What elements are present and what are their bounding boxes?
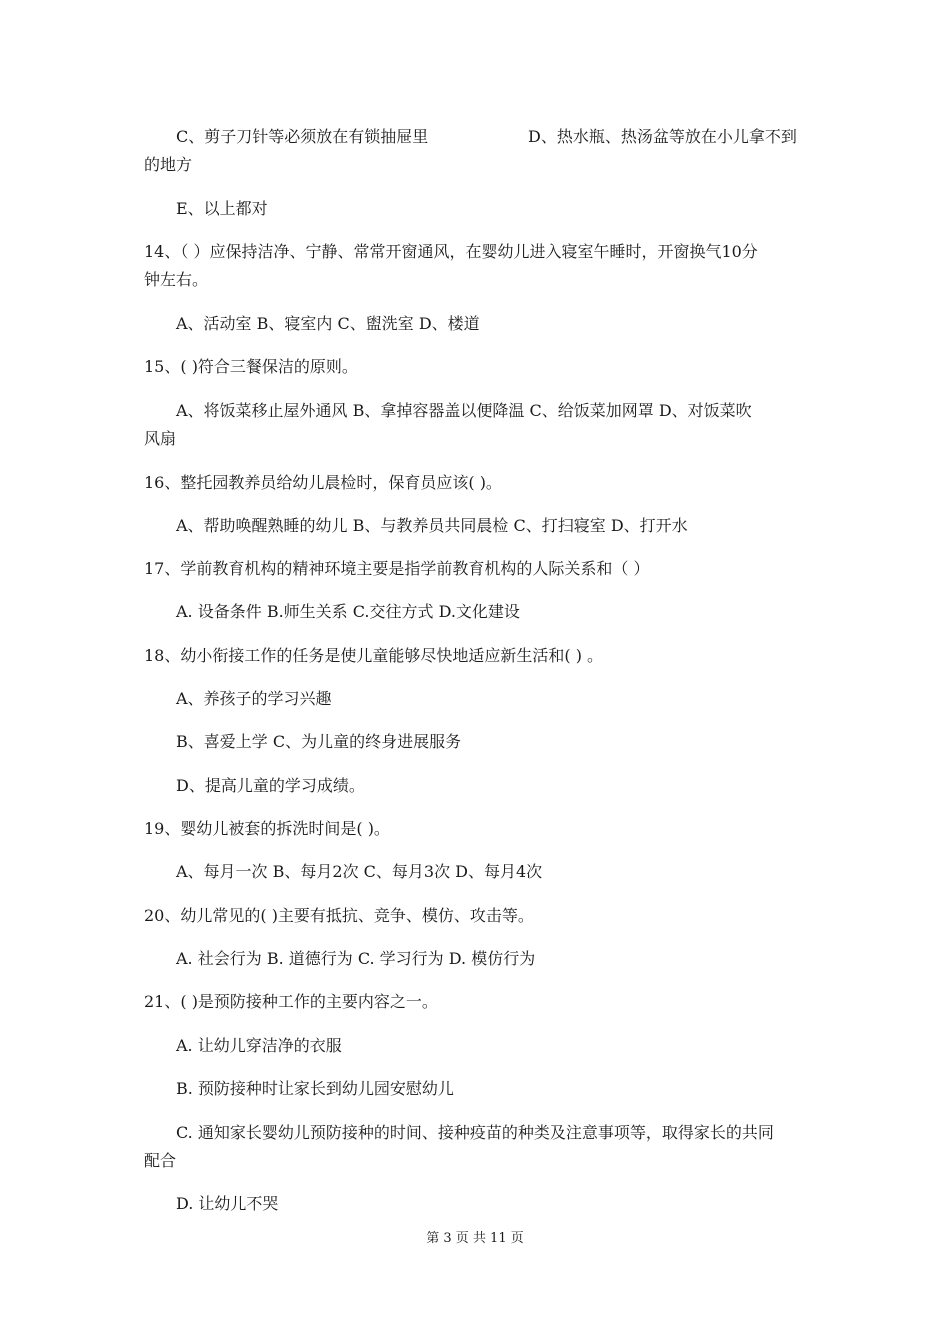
option-13d-continued: 的地方 <box>144 155 193 174</box>
option-21a: A. 让幼儿穿洁净的衣服 <box>176 1036 342 1055</box>
option-13d: D、热水瓶、热汤盆等放在小儿拿不到 <box>528 127 797 146</box>
options-19: A、每月一次 B、每月2次 C、每月3次 D、每月4次 <box>176 862 543 881</box>
option-21d: D. 让幼儿不哭 <box>176 1194 279 1213</box>
question-18: 18、幼小衔接工作的任务是使儿童能够尽快地适应新生活和( ) 。 <box>144 646 604 665</box>
options-20: A. 社会行为 B. 道德行为 C. 学习行为 D. 模仿行为 <box>176 949 536 968</box>
question-14: 14、（ ）应保持洁净、宁静、常常开窗通风，在婴幼儿进入寝室午睡时，开窗换气10分 <box>144 242 758 261</box>
options-15-continued: 风扇 <box>144 429 177 448</box>
question-17: 17、学前教育机构的精神环境主要是指学前教育机构的人际关系和（ ） <box>144 559 650 578</box>
options-17: A. 设备条件 B.师生关系 C.交往方式 D.文化建设 <box>176 602 520 621</box>
question-20: 20、幼儿常见的( )主要有抵抗、竞争、模仿、攻击等。 <box>144 906 534 925</box>
question-21: 21、( )是预防接种工作的主要内容之一。 <box>144 992 438 1011</box>
option-21b: B. 预防接种时让家长到幼儿园安慰幼儿 <box>176 1079 454 1098</box>
question-15: 15、( )符合三餐保洁的原则。 <box>144 357 358 376</box>
options-15: A、将饭菜移止屋外通风 B、拿掉容器盖以便降温 C、给饭菜加网罩 D、对饭菜吹 <box>176 401 752 420</box>
option-18d: D、提高儿童的学习成绩。 <box>176 776 365 795</box>
options-16: A、帮助唤醒熟睡的幼儿 B、与教养员共同晨检 C、打扫寝室 D、打开水 <box>176 516 688 535</box>
question-14-continued: 钟左右。 <box>144 270 209 289</box>
options-14: A、活动室 B、寝室内 C、盥洗室 D、楼道 <box>176 314 480 333</box>
option-21c-continued: 配合 <box>144 1151 177 1170</box>
option-18bc: B、喜爱上学 C、为儿童的终身进展服务 <box>176 732 462 751</box>
page-number-footer: 第 3 页 共 11 页 <box>426 1231 524 1246</box>
option-18a: A、养孩子的学习兴趣 <box>176 689 332 708</box>
question-19: 19、婴幼儿被套的拆洗时间是( )。 <box>144 819 390 838</box>
option-13e: E、以上都对 <box>176 199 268 218</box>
question-16: 16、整托园教养员给幼儿晨检时，保育员应该( )。 <box>144 473 502 492</box>
option-13c: C、剪子刀针等必须放在有锁抽屉里 <box>176 127 429 146</box>
option-21c: C. 通知家长婴幼儿预防接种的时间、接种疫苗的种类及注意事项等，取得家长的共同 <box>176 1123 774 1142</box>
